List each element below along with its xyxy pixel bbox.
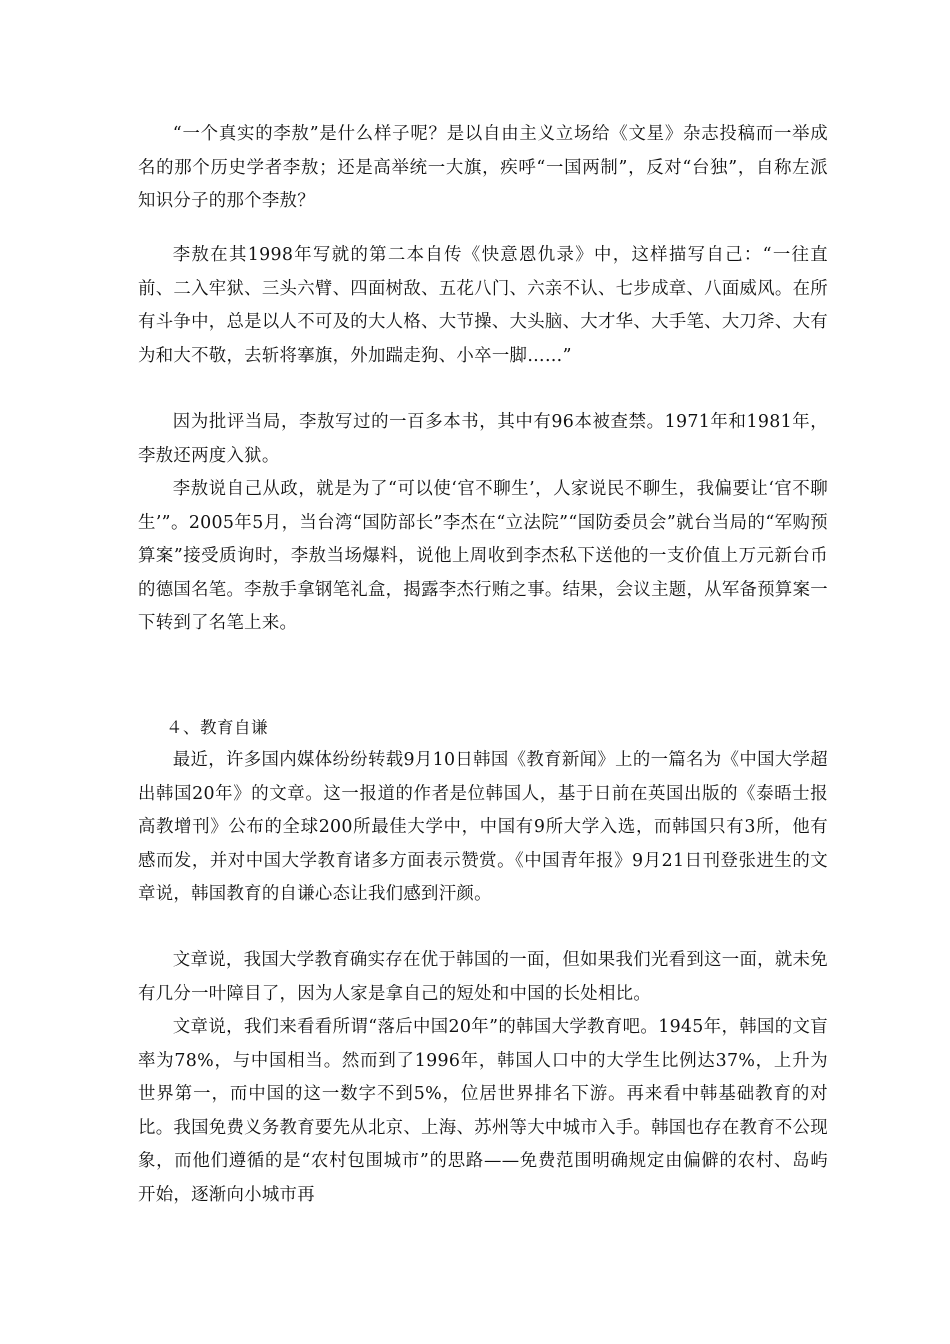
paragraph-real-li-ao: “一个真实的李敖”是什么样子呢？是以自由主义立场给《文星》杂志投稿而一举成名的那个历史学者李敖；还是高举统一大旗，疾呼“一国两制”，反对“台独”，自称左派知识分子的那个李敖？ [138, 124, 828, 211]
paragraph-article-says-2: 文章说，我们来看看所谓“落后中国20年”的韩国大学教育吧。1945年，韩国的文盲率为78%，与中国相当。然而到了1996年，韩国人口中的大学生比例达37%，上升为世界第一，而中国的这一数字不到5%，位居世界排名下游。再来看中韩基础教育的对比。我国免费义务教育要先从北京、上海、苏州等大中城市入手。韩国也存在教育不公现象，而他们遵循的是“农村包围城市”的思路——免费范围明确规定由偏僻的农村、岛屿开始，逐渐向小城市再 [138, 1017, 828, 1205]
section-heading: ４、教育自谦 [166, 718, 268, 737]
paragraph-education-news: 最近，许多国内媒体纷纷转载9月10日韩国《教育新闻》上的一篇名为《中国大学超出韩国20年》的文章。这一报道的作者是位韩国人，基于日前在英国出版的《泰晤士报高教增刊》公布的全球200所最佳大学中，中国有9所大学入选，而韩国只有3所，他有感而发，并对中国大学教育诸多方面表示赞赏。《中国青年报》9月21日刊登张进生的文章说，韩国教育的自谦心态让我们感到汗颜。 [138, 750, 828, 904]
paragraph-politics: 李敖说自己从政，就是为了“可以使‘官不聊生’，人家说民不聊生，我偏要让‘官不聊生’”。2005年5月，当台湾“国防部长”李杰在“立法院”“国防委员会”就台当局的“军购预算案”接受质询时，李敖当场爆料，说他上周收到李杰私下送他的一支价值上万元新台币的德国名笔。李敖手拿钢笔礼盒，揭露李杰行贿之事。结果，会议主题，从军备预算案一下转到了名笔上来。 [138, 479, 828, 633]
paragraph-banned-books: 因为批评当局，李敖写过的一百多本书，其中有96本被查禁。1971年和1981年，李敖还两度入狱。 [138, 412, 828, 466]
paragraph-article-says-1: 文章说，我国大学教育确实存在优于韩国的一面，但如果我们光看到这一面，就未免有几分一叶障目了，因为人家是拿自己的短处和中国的长处相比。 [138, 950, 828, 1004]
paragraph-autobiography: 李敖在其1998年写就的第二本自传《快意恩仇录》中，这样描写自己：“一往直前、二入牢狱、三头六臂、四面树敌、五花八门、六亲不认、七步成章、八面威风。在所有斗争中，总是以人不可及的大人格、大节操、大头脑、大才华、大手笔、大刀斧、大有为和大不敬，去斩将搴旗，外加踹走狗、小卒一脚……” [138, 245, 828, 366]
